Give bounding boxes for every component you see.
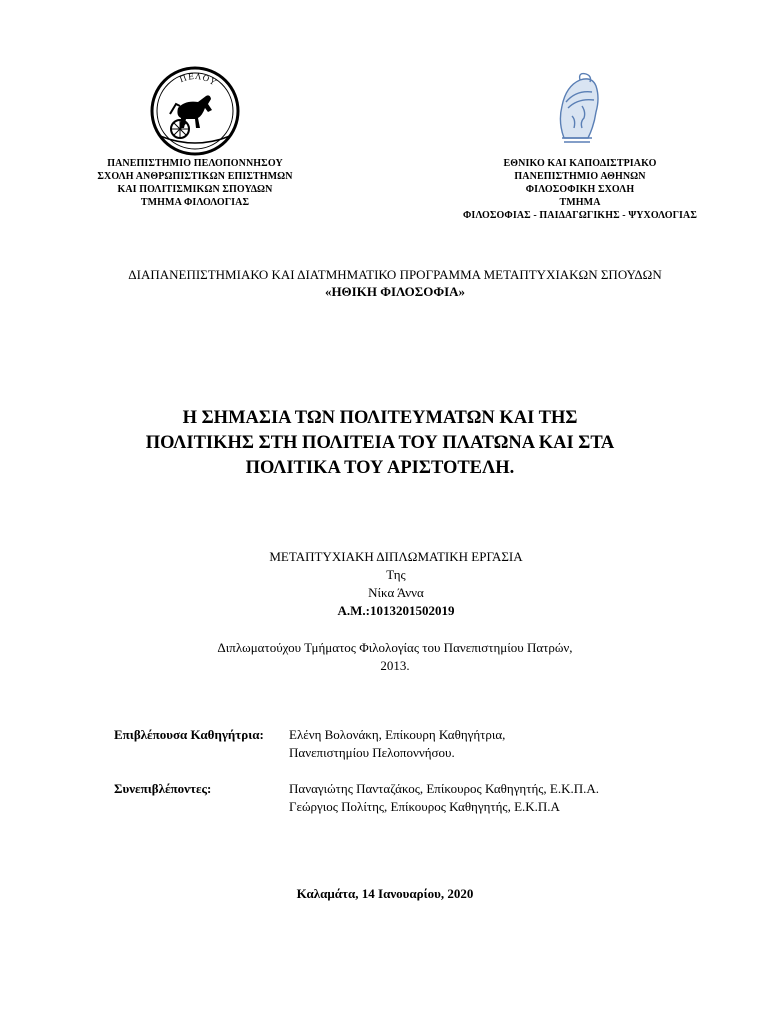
supervisor-label: Επιβλέπουσα Καθηγήτρια: — [114, 727, 264, 742]
thesis-title — [100, 406, 660, 481]
thesis-title-line: ΠΟΛΙΤΙΚΗΣ ΣΤΗ ΠΟΛΙΤΕΙΑ ΤΟΥ ΠΛΑΤΩΝΑ ΚΑΙ ΣΤΑ — [145, 433, 615, 453]
degree-year: 2013. — [380, 658, 410, 673]
author-name: Νίκα Άννα — [368, 585, 424, 600]
supervisor-line: Πανεπιστημίου Πελοποννήσου. — [289, 745, 455, 760]
supervisor-line: Ελένη Βολονάκη, Επίκουρη Καθηγήτρια, — [289, 727, 506, 742]
institution-right-line: ΕΘΝΙΚΟ ΚΑΙ ΚΑΠΟΔΙΣΤΡΙΑΚΟ — [503, 158, 657, 169]
institution-left-line: ΣΧΟΛΗ ΑΝΘΡΩΠΙΣΤΙΚΩΝ ΕΠΙΣΤΗΜΩΝ — [97, 171, 293, 182]
institution-right — [430, 157, 730, 222]
institution-left — [70, 157, 320, 209]
institution-left-line: ΤΜΗΜΑ ΦΙΛΟΛΟΓΙΑΣ — [140, 197, 250, 208]
work-type: ΜΕΤΑΠΤΥΧΙΑΚΗ ΔΙΠΛΩΜΑΤΙΚΗ ΕΡΓΑΣΙΑ — [269, 549, 523, 564]
place-date: Καλαμάτα, 14 Ιανουαρίου, 2020 — [296, 886, 474, 901]
thesis-title-line: Η ΣΗΜΑΣΙΑ ΤΩΝ ΠΟΛΙΤΕΥΜΑΤΩΝ ΚΑΙ ΤΗΣ — [182, 408, 578, 428]
work-of: Της — [386, 567, 406, 582]
program-name: «ΗΘΙΚΗ ΦΙΛΟΣΟΦΙΑ» — [324, 284, 466, 299]
institution-right-line: ΠΑΝΕΠΙΣΤΗΜΙΟ ΑΘΗΝΩΝ — [514, 171, 646, 182]
institution-left-line: ΚΑΙ ΠΟΛΙΤΙΣΜΙΚΩΝ ΣΠΟΥΔΩΝ — [117, 184, 273, 195]
program-heading — [60, 266, 730, 300]
co-supervisors-label: Συνεπιβλέποντες: — [114, 781, 212, 796]
program-line: ΔΙΑΠΑΝΕΠΙΣΤΗΜΙΑΚΟ ΚΑΙ ΔΙΑΤΜΗΜΑΤΙΚΟ ΠΡΟΓΡΑΜΜΑ ΜΕΤΑΠΤΥΧΙΑΚΩΝ ΣΠΟΥΔΩΝ — [128, 267, 662, 282]
registration-number: Α.Μ.:1013201502019 — [337, 603, 455, 618]
degree-line: Διπλωματούχου Τμήματος Φιλολογίας του Πανεπιστημίου Πατρών, — [217, 640, 573, 655]
work-info — [220, 548, 572, 620]
thesis-title-line: ΠΟΛΙΤΙΚΑ ΤΟΥ ΑΡΙΣΤΟΤΕΛΗ. — [245, 458, 515, 478]
co-supervisor-line: Γεώργιος Πολίτης, Επίκουρος Καθηγητής, Ε.Κ.Π.Α — [289, 799, 560, 814]
institution-right-line: ΤΜΗΜΑ — [559, 197, 601, 208]
seal-text: ΠΕΛΟΥ — [178, 71, 219, 88]
institution-right-line: ΦΙΛΟΣΟΦΙΑΣ - ΠΑΙΔΑΓΩΓΙΚΗΣ - ΨΥΧΟΛΟΓΙΑΣ — [462, 210, 698, 221]
university-seal-icon — [150, 66, 240, 156]
athena-head-icon — [552, 72, 602, 148]
co-supervisor-line: Παναγιώτης Πανταζάκος, Επίκουρος Καθηγητής, Ε.Κ.Π.Α. — [289, 781, 600, 796]
institution-left-line: ΠΑΝΕΠΙΣΤΗΜΙΟ ΠΕΛΟΠΟΝΝΗΣΟΥ — [107, 158, 283, 169]
institution-right-line: ΦΙΛΟΣΟΦΙΚΗ ΣΧΟΛΗ — [525, 184, 635, 195]
degree-info — [160, 639, 630, 675]
